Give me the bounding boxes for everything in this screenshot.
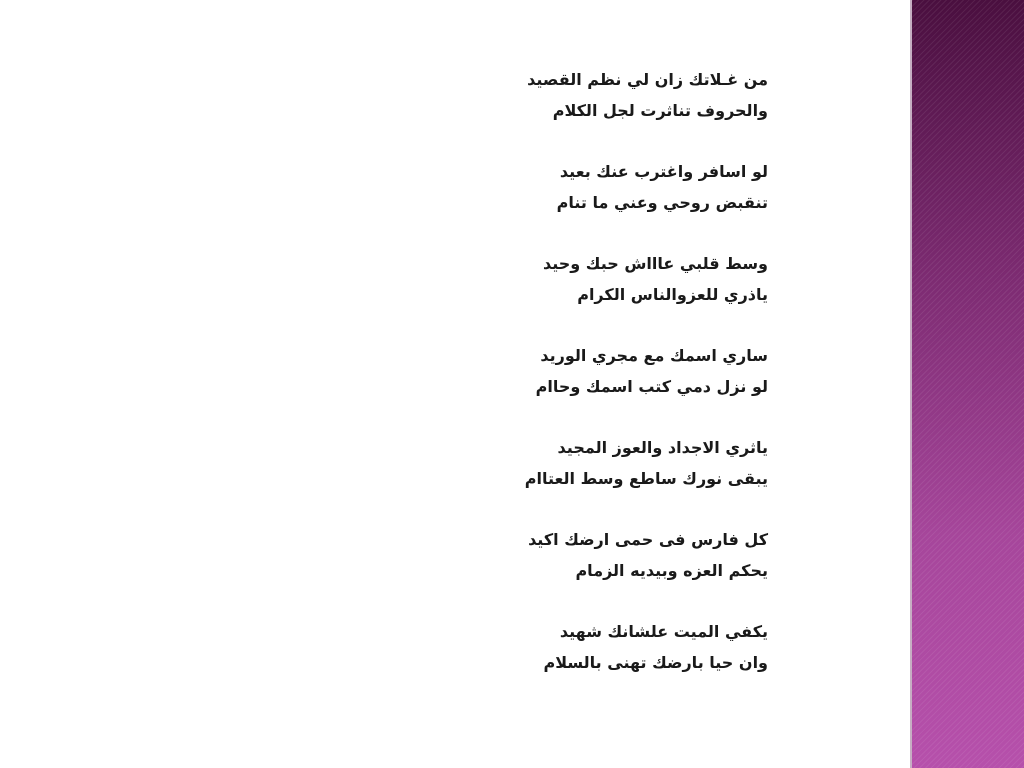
- poem-line: لو نزل دمي كتب اسمك وحاام: [535, 377, 768, 396]
- poem-line: يبقى نورك ساطع وسط العتاام: [524, 469, 768, 488]
- stanza-1: [368, 64, 768, 126]
- decorative-side-band: [912, 0, 1024, 768]
- poem-line: تنقبض روحي وعني ما تنام: [556, 193, 768, 212]
- poem-line: ساري اسمك مع مجري الوريد: [540, 346, 768, 365]
- poem-line: والحروف تناثرت لجل الكلام: [552, 101, 768, 120]
- stanza-4: [368, 340, 768, 402]
- stanza-6: [368, 524, 768, 586]
- poem-line: من غـلاتك زان لي نظم القصيد: [527, 70, 768, 89]
- poem-line: لو اسافر واغترب عنك بعيد: [559, 162, 768, 181]
- poem-line: كل فارس فى حمى ارضك اكيد: [528, 530, 768, 549]
- stanza-3: [368, 248, 768, 310]
- poem-line: ياثري الاجداد والعوز المجيد: [557, 438, 768, 457]
- poem-line: يحكم العزه وبيديه الزمام: [575, 561, 768, 580]
- stanza-5: [368, 432, 768, 494]
- poem-line: ياذري للعزوالناس الكرام: [577, 285, 768, 304]
- poem-line: وان حيا بارضك تهنى بالسلام: [543, 653, 768, 672]
- poem-text: [368, 64, 768, 708]
- stanza-2: [368, 156, 768, 218]
- poem-line: يكفي الميت علشانك شهيد: [559, 622, 768, 641]
- poem-line: وسط قلبي عاااش حبك وحيد: [542, 254, 768, 273]
- stanza-7: [368, 616, 768, 678]
